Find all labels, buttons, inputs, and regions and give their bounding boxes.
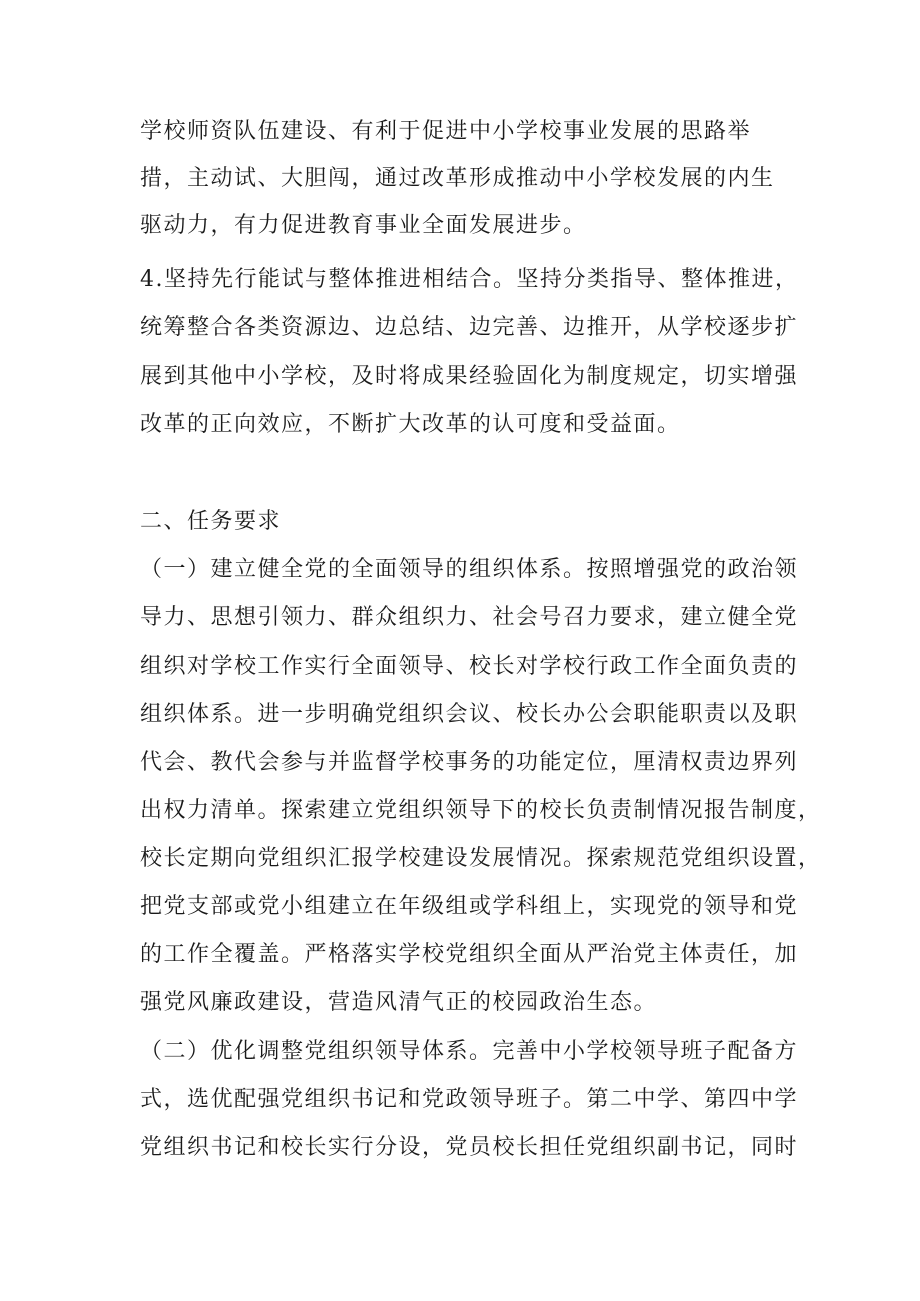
paragraph-line: 党组织书记和校长实行分设，党员校长担任党组织副书记，同时 (140, 1135, 799, 1160)
paragraph-line: 把党支部或党小组建立在年级组或学科组上，实现党的领导和党 (140, 894, 799, 919)
paragraph-line: （二）优化调整党组织领导体系。完善中小学校领导班子配备方 (140, 1039, 799, 1064)
paragraph-line: （一）建立健全党的全面领导的组织体系。按照增强党的政治领 (140, 557, 799, 582)
paragraph-line: 校长定期向党组织汇报学校建设发展情况。探索规范党组织设置， (140, 846, 822, 871)
paragraph-line: 导力、思想引领力、群众组织力、社会号召力要求，建立健全党 (140, 605, 799, 630)
paragraph-line: 驱动力，有力促进教育事业全面发展进步。 (140, 213, 587, 238)
paragraph-line: 统筹整合各类资源边、边总结、边完善、边推开，从学校逐步扩 (140, 315, 799, 340)
paragraph-line: 改革的正向效应，不断扩大改革的认可度和受益面。 (140, 412, 681, 437)
paragraph-line: 出权力清单。探索建立党组织领导下的校长负责制情况报告制度， (140, 798, 822, 823)
paragraph-line: 的工作全覆盖。严格落实学校党组织全面从严治党主体责任，加 (140, 942, 799, 967)
paragraph-line: 组织对学校工作实行全面领导、校长对学校行政工作全面负责的 (140, 654, 799, 679)
paragraph-line: 学校师资队伍建设、有利于促进中小学校事业发展的思路举 (140, 119, 752, 144)
paragraph-line: 代会、教代会参与并监督学校事务的功能定位，厘清权责边界列 (140, 750, 799, 775)
section-heading: 二、任务要求 (140, 509, 282, 534)
paragraph-line: 措，主动试、大胆闯，通过改革形成推动中小学校发展的内生 (140, 166, 775, 191)
paragraph-line: 4.坚持先行能试与整体推进相结合。坚持分类指导、整体推进， (140, 267, 799, 292)
paragraph-line: 展到其他中小学校，及时将成果经验固化为制度规定，切实增强 (140, 364, 799, 389)
paragraph-line: 组织体系。进一步明确党组织会议、校长办公会职能职责以及职 (140, 702, 799, 727)
paragraph-line: 式，选优配强党组织书记和党政领导班子。第二中学、第四中学 (140, 1087, 799, 1112)
paragraph-line: 强党风廉政建设，营造风清气正的校园政治生态。 (140, 990, 658, 1015)
